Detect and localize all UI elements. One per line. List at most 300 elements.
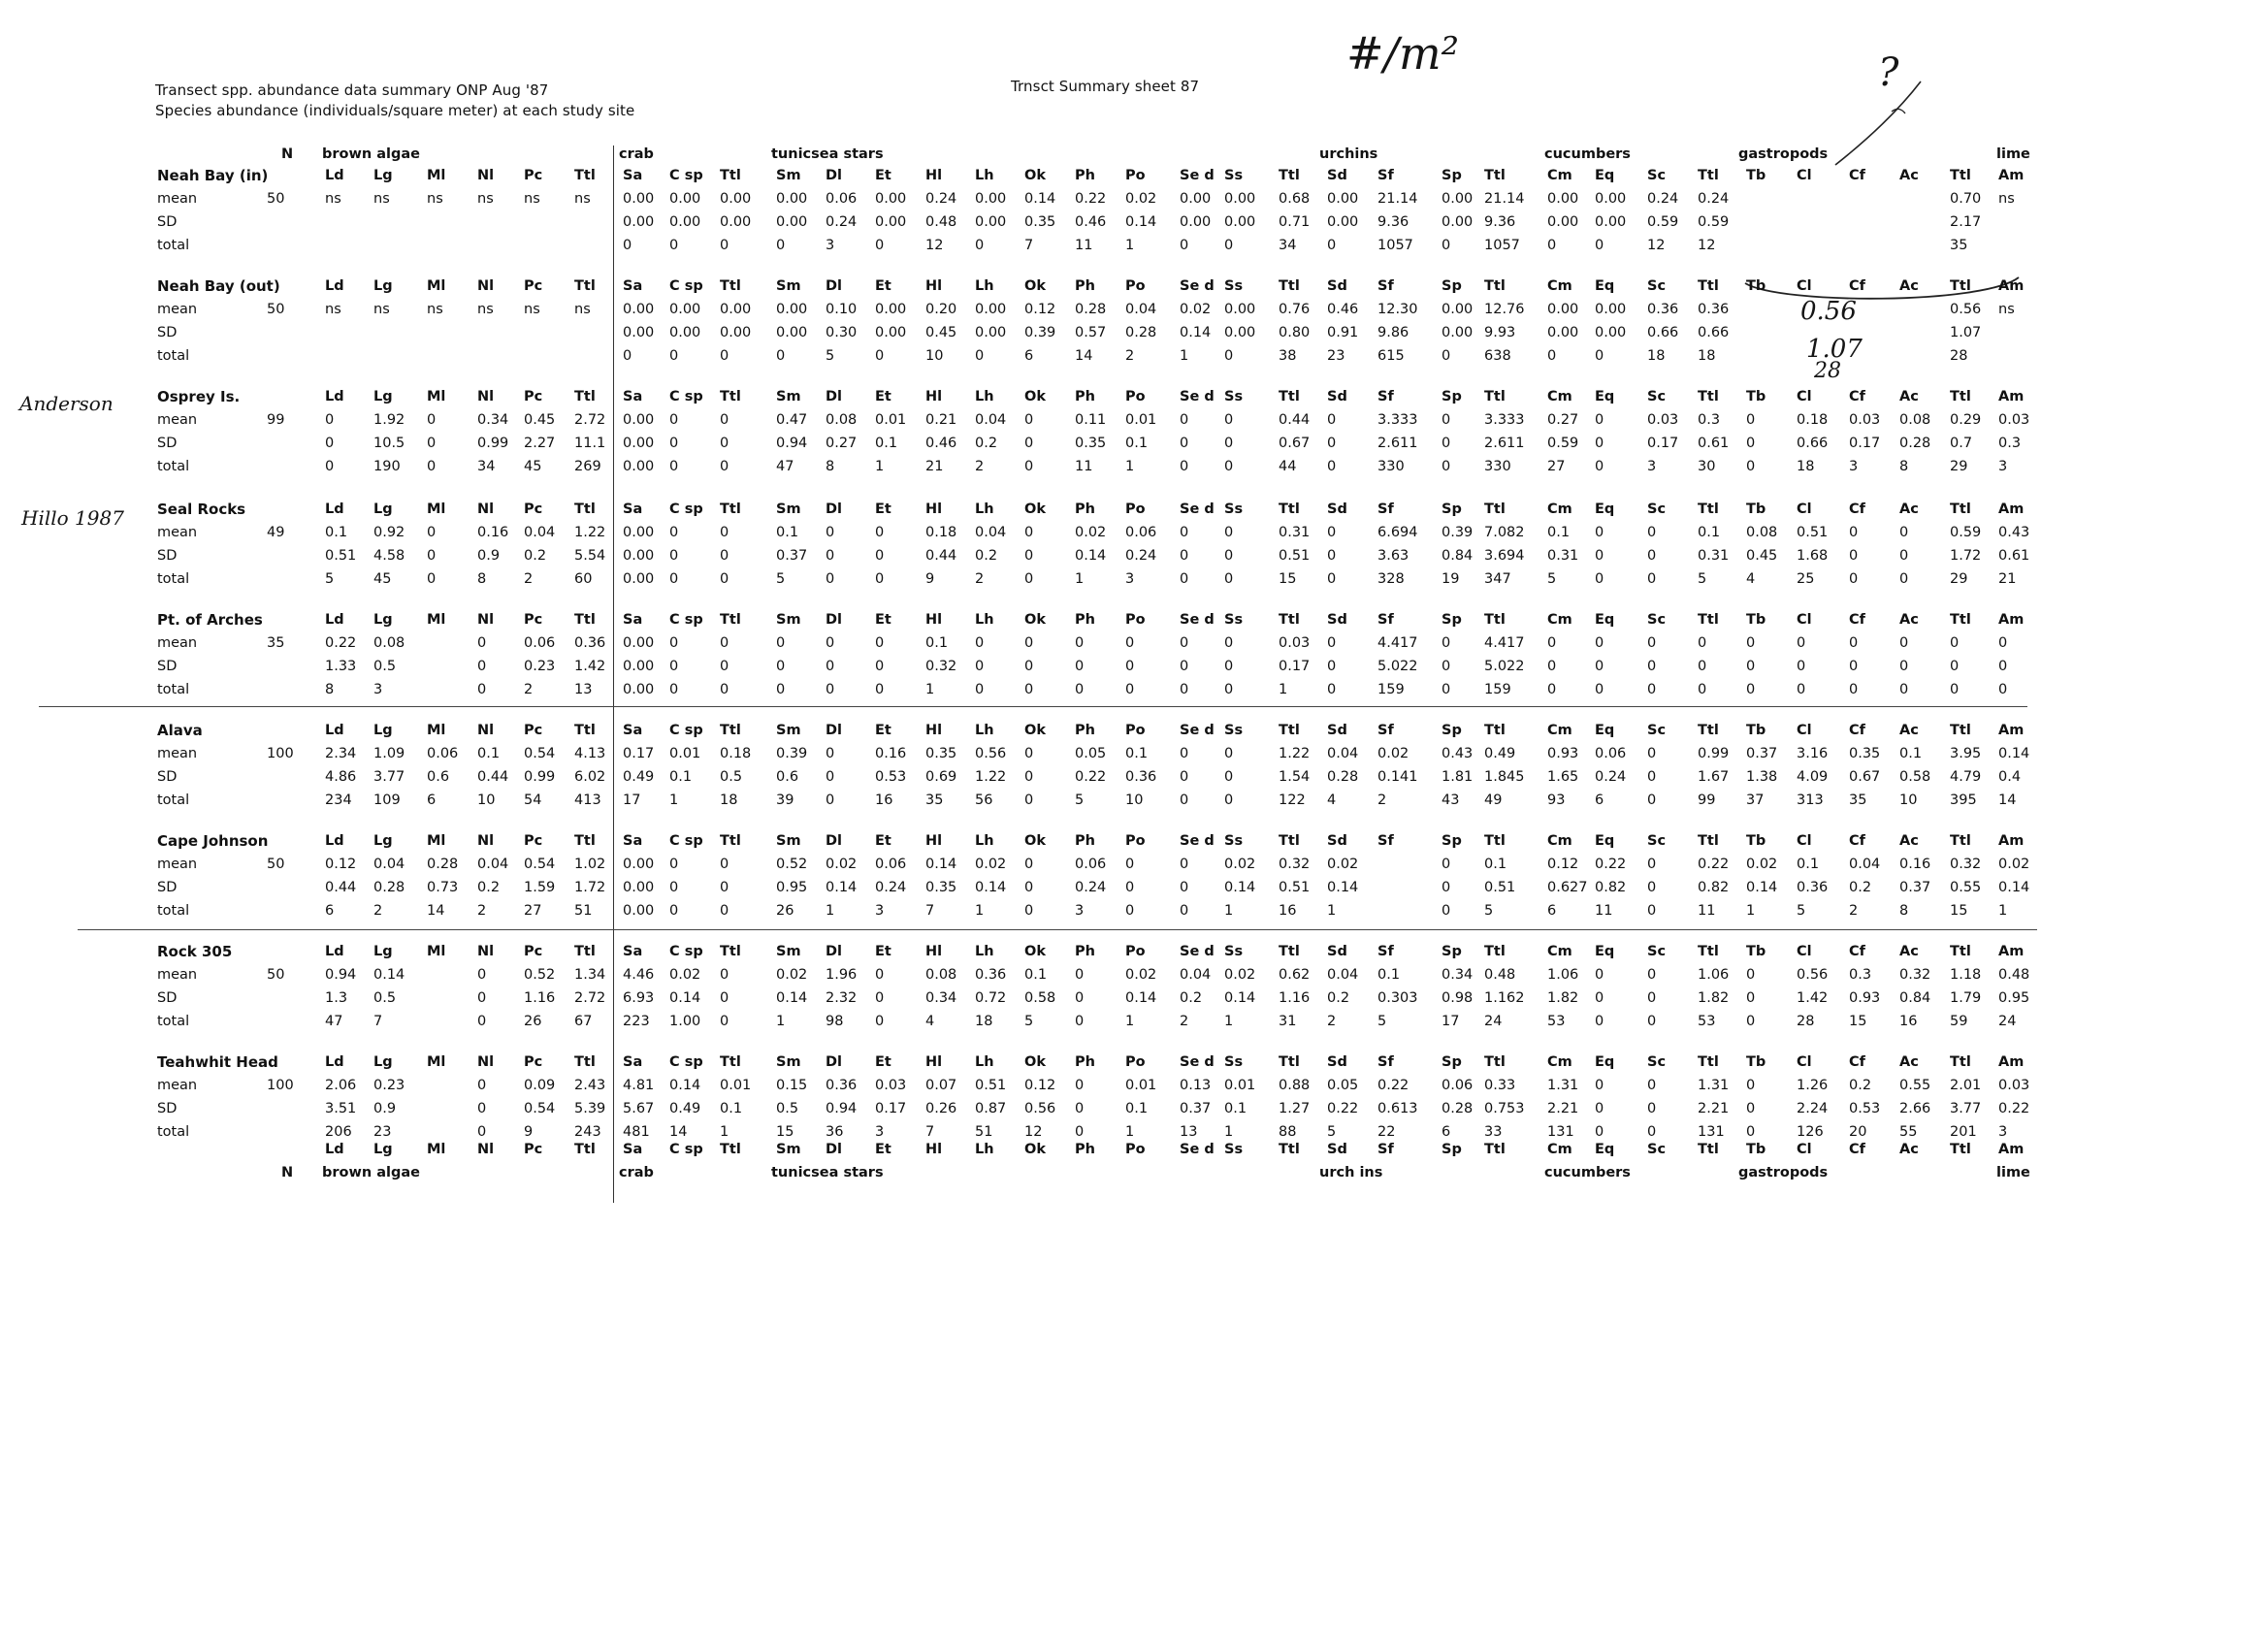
data-cell: 0.61 (1698, 436, 1730, 451)
data-cell: 12 (1024, 1124, 1043, 1140)
column-header: Ac (1899, 1054, 1919, 1070)
column-header: Cm (1547, 1054, 1572, 1070)
data-cell: 0.00 (776, 191, 808, 207)
data-cell: 0 (1547, 659, 1557, 674)
data-cell: 0.16 (477, 525, 509, 540)
data-cell: 14 (1075, 348, 1093, 364)
column-header: Pc (524, 168, 543, 183)
data-cell: 5 (1327, 1124, 1337, 1140)
handwritten-pointer-mark (1824, 68, 1930, 175)
data-cell: 3 (826, 238, 835, 253)
data-cell: 1.845 (1484, 769, 1525, 785)
column-header: Ttl (574, 723, 596, 738)
data-cell: 0.55 (1950, 880, 1982, 895)
data-cell: ns (325, 302, 341, 317)
data-cell: 0 (1442, 348, 1451, 364)
data-cell: 0 (1595, 990, 1604, 1006)
column-header: Lg (373, 1054, 393, 1070)
handwritten-note-3: 28 (1814, 359, 1841, 383)
data-cell: 0.00 (623, 880, 655, 895)
data-cell: 0.06 (1075, 857, 1107, 872)
column-header: Ttl (720, 833, 741, 849)
site-name: Osprey Is. (157, 388, 241, 405)
data-cell: 5.67 (623, 1101, 655, 1116)
data-cell: 0.72 (975, 990, 1007, 1006)
data-cell: 0.01 (1125, 412, 1157, 428)
data-cell: 0 (1698, 659, 1707, 674)
data-cell: 0.00 (1224, 302, 1256, 317)
data-cell: 0 (1547, 635, 1557, 651)
column-header: Sf (1377, 612, 1394, 628)
data-cell: 0.48 (1484, 967, 1516, 983)
column-header: Ttl (1484, 278, 1506, 294)
data-cell: 1.82 (1698, 990, 1730, 1006)
data-cell: 0 (669, 238, 679, 253)
row-label: SD (157, 1101, 178, 1116)
column-header: C sp (669, 944, 703, 959)
column-header: Ac (1899, 278, 1919, 294)
column-header: Cl (1797, 833, 1812, 849)
data-cell: 0 (1899, 659, 1909, 674)
row-label: total (157, 682, 190, 697)
data-cell: 0.00 (975, 325, 1007, 340)
data-cell: 1 (1180, 348, 1189, 364)
data-cell: 0.5 (776, 1101, 799, 1116)
data-cell: 23 (373, 1124, 392, 1140)
data-cell: 0.00 (623, 635, 655, 651)
column-header: Am (1998, 389, 2025, 404)
column-header: Cf (1849, 944, 1865, 959)
data-cell: 39 (776, 792, 794, 808)
data-cell: 7 (925, 1124, 935, 1140)
data-cell: 0 (1224, 525, 1234, 540)
data-cell: 0 (826, 571, 835, 587)
data-cell: 5 (776, 571, 786, 587)
column-header: Tb (1746, 833, 1766, 849)
row-label: SD (157, 436, 178, 451)
data-cell: 0 (1849, 635, 1859, 651)
column-header: Sd (1327, 168, 1347, 183)
column-header: Ttl (1484, 1054, 1506, 1070)
column-header: Ttl (720, 389, 741, 404)
data-cell: 0.32 (1899, 967, 1931, 983)
column-header: Sm (776, 723, 801, 738)
data-cell: 6.694 (1377, 525, 1418, 540)
column-header: Dl (826, 944, 843, 959)
data-cell: 23 (1327, 348, 1345, 364)
data-cell: 0.14 (1024, 191, 1056, 207)
data-cell: 0 (1647, 1124, 1657, 1140)
row-label: mean (157, 635, 198, 651)
column-header: Lh (975, 389, 994, 404)
data-cell: 0 (1595, 967, 1604, 983)
cat-brown-algae: brown algae (322, 146, 421, 162)
data-cell: 313 (1797, 792, 1824, 808)
data-cell: 51 (574, 903, 593, 919)
data-cell: 4.46 (623, 967, 655, 983)
data-cell: 0.753 (1484, 1101, 1525, 1116)
footer-column-header: Dl (826, 1142, 843, 1157)
column-header: Ttl (1698, 612, 1719, 628)
data-cell: 0.1 (1224, 1101, 1247, 1116)
column-header: Sp (1442, 944, 1462, 959)
column-header: Dl (826, 389, 843, 404)
column-header: Lg (373, 723, 393, 738)
data-cell: 1.33 (325, 659, 357, 674)
data-cell: 0.2 (477, 880, 501, 895)
data-cell: 4 (925, 1014, 935, 1029)
data-cell: 0.00 (1547, 214, 1579, 230)
data-cell: 330 (1484, 459, 1511, 474)
data-cell: 0.02 (1998, 857, 2030, 872)
data-cell: 0.73 (427, 880, 459, 895)
data-cell: 12.76 (1484, 302, 1525, 317)
data-cell: 0.21 (925, 412, 957, 428)
data-cell: 25 (1797, 571, 1815, 587)
data-cell: 0 (1327, 436, 1337, 451)
footer-column-header: Ttl (1484, 1142, 1506, 1157)
data-cell: 0 (1849, 659, 1859, 674)
column-header: Ttl (1279, 278, 1300, 294)
column-header: Pc (524, 723, 543, 738)
column-header: Ttl (720, 501, 741, 517)
data-cell: 0.1 (1547, 525, 1571, 540)
data-cell: 0.26 (925, 1101, 957, 1116)
data-cell: 0.22 (1698, 857, 1730, 872)
column-header: Sp (1442, 723, 1462, 738)
data-cell: 4.417 (1377, 635, 1418, 651)
column-header: Se d (1180, 612, 1215, 628)
data-cell: 0.95 (776, 880, 808, 895)
data-cell: 0.55 (1899, 1078, 1931, 1093)
column-header: Eq (1595, 833, 1615, 849)
data-cell: 3 (1125, 571, 1135, 587)
column-header: Ss (1224, 612, 1244, 628)
column-header: Sc (1647, 501, 1667, 517)
data-cell: 0 (1327, 682, 1337, 697)
data-cell: 0.18 (925, 525, 957, 540)
column-header: Eq (1595, 278, 1615, 294)
data-cell: 0.1 (720, 1101, 743, 1116)
row-label: total (157, 571, 190, 587)
data-cell: 1.22 (975, 769, 1007, 785)
data-cell: 0.51 (975, 1078, 1007, 1093)
data-cell: 5 (1024, 1014, 1034, 1029)
data-cell: 0 (1180, 548, 1189, 564)
data-cell: 0 (875, 571, 885, 587)
data-cell: 0.44 (477, 769, 509, 785)
site-name: Neah Bay (out) (157, 277, 280, 295)
column-header: Ttl (1950, 1054, 1971, 1070)
column-header: Ttl (1950, 278, 1971, 294)
column-header: Sf (1377, 723, 1394, 738)
handwritten-note-2: 1.07 (1806, 335, 1863, 364)
data-cell: 0 (1849, 525, 1859, 540)
data-cell: 0.1 (1698, 525, 1721, 540)
column-header: Ml (427, 501, 446, 517)
column-header: Ph (1075, 723, 1095, 738)
column-header: Ph (1075, 833, 1095, 849)
footer-column-header: Sp (1442, 1142, 1462, 1157)
data-cell: 0.00 (623, 191, 655, 207)
data-cell: 0 (1595, 635, 1604, 651)
column-header: C sp (669, 612, 703, 628)
column-header: Sc (1647, 723, 1667, 738)
data-cell: 0.35 (1024, 214, 1056, 230)
data-cell: 0 (669, 903, 679, 919)
data-cell: 0.36 (1647, 302, 1679, 317)
data-cell: 0.06 (1595, 746, 1627, 761)
data-cell: 0.1 (1125, 746, 1149, 761)
data-cell: 3 (1075, 903, 1085, 919)
data-cell: 0.99 (524, 769, 556, 785)
column-header: Ss (1224, 278, 1244, 294)
column-header: Cm (1547, 612, 1572, 628)
data-cell: 0.87 (975, 1101, 1007, 1116)
data-cell: 0 (669, 682, 679, 697)
data-cell: 0.24 (1075, 880, 1107, 895)
data-cell: 0.14 (373, 967, 405, 983)
data-cell: 0.53 (1849, 1101, 1881, 1116)
data-cell: 18 (1797, 459, 1815, 474)
column-header: Ttl (1698, 389, 1719, 404)
data-cell: 1.3 (325, 990, 348, 1006)
data-cell: 0.69 (925, 769, 957, 785)
data-cell: 0.00 (875, 214, 907, 230)
data-cell: 5.022 (1484, 659, 1525, 674)
data-cell: 0.17 (1849, 436, 1881, 451)
rule-above-alava (39, 706, 2027, 707)
footer-column-header: Pc (524, 1142, 543, 1157)
data-cell: 5 (1075, 792, 1085, 808)
data-cell: 0.00 (1595, 325, 1627, 340)
column-header: Lh (975, 723, 994, 738)
data-cell: 0.7 (1950, 436, 1973, 451)
data-cell: 0.53 (875, 769, 907, 785)
data-cell: 269 (574, 459, 601, 474)
data-cell: 1.07 (1950, 325, 1982, 340)
data-cell: 29 (1950, 459, 1968, 474)
column-header: Ttl (1698, 168, 1719, 183)
data-cell: 1.42 (1797, 990, 1829, 1006)
data-cell: 0.80 (1279, 325, 1311, 340)
column-header: Sm (776, 278, 801, 294)
column-header: Cm (1547, 501, 1572, 517)
data-cell: 45 (373, 571, 392, 587)
data-cell: 0.52 (524, 967, 556, 983)
data-cell: 0.84 (1899, 990, 1931, 1006)
data-cell: 0.00 (1547, 191, 1579, 207)
data-cell: 0 (1180, 880, 1189, 895)
column-header: Ttl (574, 1054, 596, 1070)
data-cell: 0.32 (1279, 857, 1311, 872)
data-cell: 1.54 (1279, 769, 1311, 785)
data-cell: 2 (975, 459, 985, 474)
data-cell: 1.06 (1698, 967, 1730, 983)
row-label: SD (157, 659, 178, 674)
data-cell: 1.27 (1279, 1101, 1311, 1116)
data-cell: 0 (826, 682, 835, 697)
data-cell: 0.03 (1998, 412, 2030, 428)
column-header: Po (1125, 501, 1146, 517)
data-cell: 0 (1075, 1101, 1085, 1116)
data-cell: 0.141 (1377, 769, 1418, 785)
data-cell: 13 (574, 682, 593, 697)
data-cell: 13 (1180, 1124, 1198, 1140)
data-cell: 21 (1998, 571, 2017, 587)
data-cell: 0.51 (1279, 880, 1311, 895)
footer-column-header: Ld (325, 1142, 344, 1157)
data-cell: 0.00 (1442, 191, 1474, 207)
column-header: Se d (1180, 1054, 1215, 1070)
data-cell: 0 (669, 436, 679, 451)
data-cell: 3.51 (325, 1101, 357, 1116)
column-header: Ttl (1279, 501, 1300, 517)
data-cell: 0.00 (1180, 191, 1212, 207)
column-header: Sm (776, 833, 801, 849)
data-cell: 2.24 (1797, 1101, 1829, 1116)
data-cell: 3.95 (1950, 746, 1982, 761)
data-cell: 0 (1647, 1014, 1657, 1029)
data-cell: 0 (776, 238, 786, 253)
data-cell: 0 (427, 548, 437, 564)
data-cell: 1 (720, 1124, 729, 1140)
data-cell: 0 (1180, 746, 1189, 761)
data-cell: 0 (1224, 746, 1234, 761)
cat-gastropods: gastropods (1738, 146, 1829, 162)
data-cell: 0.14 (1998, 880, 2030, 895)
row-label: SD (157, 214, 178, 230)
column-header: Cf (1849, 723, 1865, 738)
data-cell: 19 (1442, 571, 1460, 587)
data-cell: 0 (826, 635, 835, 651)
data-cell: 16 (1279, 903, 1297, 919)
data-cell: 0.1 (669, 769, 693, 785)
data-cell: 2 (1327, 1014, 1337, 1029)
data-cell: 109 (373, 792, 401, 808)
data-cell: 0.11 (1075, 412, 1107, 428)
data-cell: 0.31 (1547, 548, 1579, 564)
data-cell: 0.22 (1595, 857, 1627, 872)
row-label: SD (157, 880, 178, 895)
data-cell: 0 (1899, 635, 1909, 651)
data-cell: 0.28 (1899, 436, 1931, 451)
data-cell: 0.71 (1279, 214, 1311, 230)
data-cell: 0.2 (1327, 990, 1350, 1006)
column-header: Nl (477, 723, 495, 738)
column-header: Ttl (1279, 389, 1300, 404)
data-cell: 0.62 (1279, 967, 1311, 983)
column-header: Lh (975, 168, 994, 183)
data-cell: 0 (875, 635, 885, 651)
data-cell: 0.17 (875, 1101, 907, 1116)
row-label: mean (157, 746, 198, 761)
data-cell: 0 (1180, 792, 1189, 808)
data-cell: 0 (1647, 903, 1657, 919)
data-cell: 2.66 (1899, 1101, 1931, 1116)
column-header: Se d (1180, 168, 1215, 183)
data-cell: 0 (720, 659, 729, 674)
data-cell: 59 (1950, 1014, 1968, 1029)
column-header: Po (1125, 612, 1146, 628)
column-header: Ttl (720, 612, 741, 628)
data-cell: 0 (1746, 1014, 1756, 1029)
cat-bottom-tunicsea-stars: tunicsea stars (771, 1165, 884, 1180)
data-cell: 0 (325, 459, 335, 474)
column-header: Ttl (1698, 501, 1719, 517)
data-cell: 0 (1075, 1014, 1085, 1029)
data-cell: 0.04 (373, 857, 405, 872)
data-cell: 0 (1899, 571, 1909, 587)
data-cell: 10.5 (373, 436, 405, 451)
column-header: Eq (1595, 389, 1615, 404)
data-cell: 27 (524, 903, 542, 919)
column-header: Se d (1180, 723, 1215, 738)
data-cell: 0.00 (875, 325, 907, 340)
data-cell: 0.00 (623, 857, 655, 872)
data-cell: 0 (1442, 436, 1451, 451)
data-cell: 4.81 (623, 1078, 655, 1093)
data-cell: 67 (574, 1014, 593, 1029)
column-header: Hl (925, 833, 943, 849)
data-cell: 0 (477, 967, 487, 983)
data-cell: 0.1 (1377, 967, 1401, 983)
data-cell: 1 (669, 792, 679, 808)
data-cell: 0.00 (669, 214, 701, 230)
data-cell: 0.36 (574, 635, 606, 651)
footer-column-header: Et (875, 1142, 891, 1157)
column-header: Se d (1180, 944, 1215, 959)
data-cell: 0.01 (1224, 1078, 1256, 1093)
column-header: Ld (325, 612, 344, 628)
data-cell: 0.45 (1746, 548, 1778, 564)
column-header: Pc (524, 389, 543, 404)
column-header: Ttl (1279, 944, 1300, 959)
data-cell: 0 (975, 238, 985, 253)
data-cell: 0 (1442, 635, 1451, 651)
data-cell: 0 (720, 436, 729, 451)
column-header: Sa (623, 833, 643, 849)
data-cell: 1 (1279, 682, 1288, 697)
data-cell: 0.56 (1797, 967, 1829, 983)
data-cell: 0.10 (826, 302, 858, 317)
data-cell: 33 (1484, 1124, 1503, 1140)
data-cell: 0.00 (1547, 302, 1579, 317)
cat-bottom-brown-algae: brown algae (322, 1165, 421, 1180)
data-cell: 0.35 (1075, 436, 1107, 451)
data-cell: 0.00 (1224, 214, 1256, 230)
data-cell: 0.00 (623, 214, 655, 230)
site-n: 50 (267, 967, 285, 983)
column-header: Cf (1849, 278, 1865, 294)
column-header: Cm (1547, 833, 1572, 849)
column-header: Ttl (1698, 278, 1719, 294)
column-header: Lg (373, 389, 393, 404)
data-cell: 0.44 (325, 880, 357, 895)
data-cell: 1.16 (524, 990, 556, 1006)
data-cell: 9 (925, 571, 935, 587)
data-cell: 0.2 (1849, 880, 1872, 895)
data-cell: 0.00 (720, 325, 752, 340)
column-header: Ph (1075, 389, 1095, 404)
data-cell: 0 (477, 1078, 487, 1093)
data-cell: 29 (1950, 571, 1968, 587)
data-cell: 5 (1547, 571, 1557, 587)
data-cell: 0.22 (1327, 1101, 1359, 1116)
data-cell: 0 (1746, 1101, 1756, 1116)
row-label: mean (157, 857, 198, 872)
column-header: C sp (669, 501, 703, 517)
